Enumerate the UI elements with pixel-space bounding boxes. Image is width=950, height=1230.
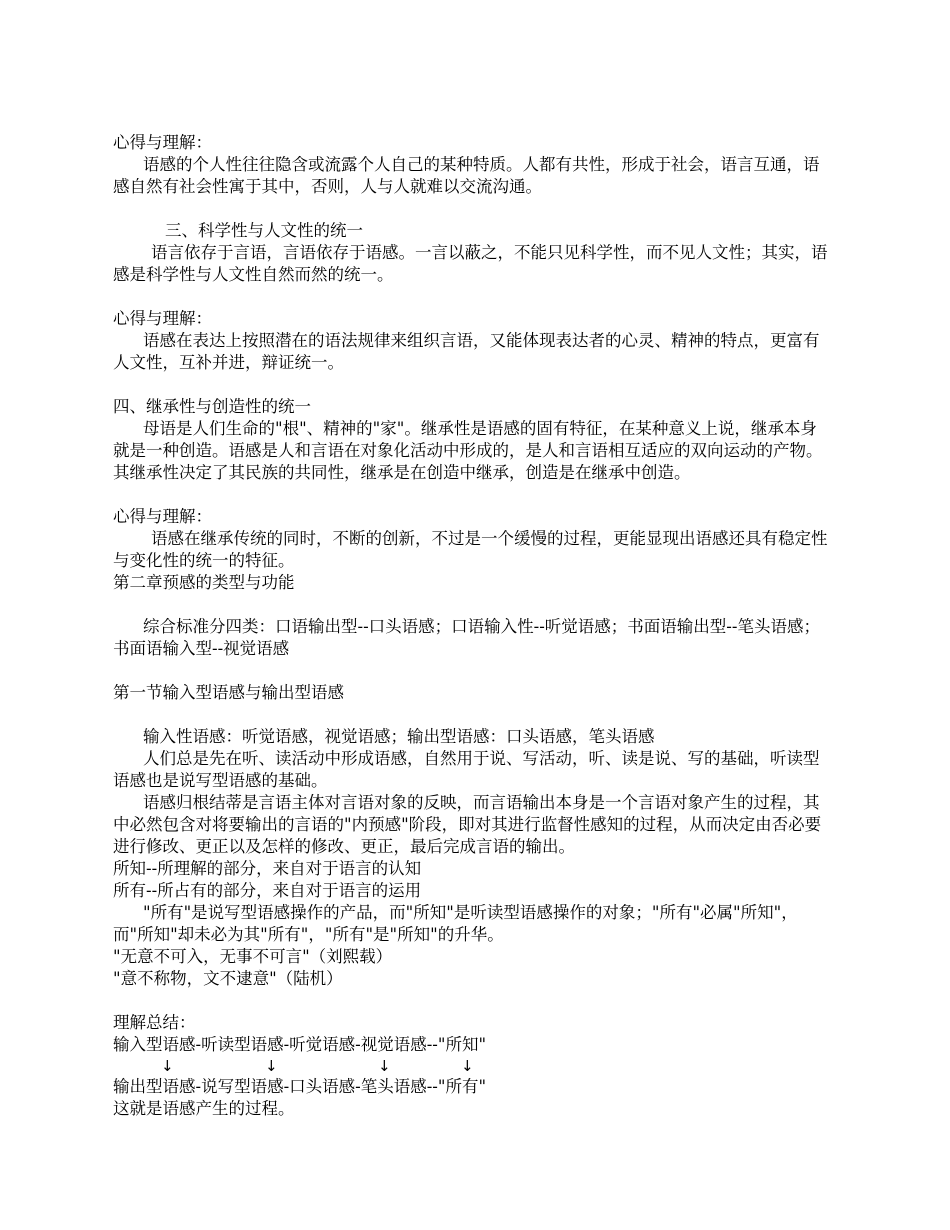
heading-reflection-3: 心得与理解：	[113, 507, 212, 526]
heading-reflection-1: 心得与理解：	[113, 133, 212, 152]
paragraph-suoyou-suozhi: "所有"是说写型语感操作的产品，而"所知"是听读型语感操作的对象；"所有"必属"所知"，而"所知"却未必为其"所有"，"所有"是"所知"的升华。	[113, 903, 798, 944]
quote-liu-xizai: "无意不可入，无事不可言"（刘熙载）	[113, 947, 393, 966]
paragraph-science-humanity: 语言依存于言语，言语依存于语感。一言以蔽之，不能只见科学性，而不见人文性；其实，语感是科学性与人文性自然而然的统一。	[113, 243, 828, 284]
closing-sentence: 这就是语感产生的过程。	[113, 1099, 295, 1118]
flow-arrows	[113, 1056, 833, 1076]
chapter-heading-2: 第二章预感的类型与功能	[113, 573, 295, 592]
spacer	[113, 704, 833, 726]
paragraph-expression: 语感在表达上按照潜在的语法规律来组织言语，又能体现表达者的心灵、精神的特点，更富有人文性，互补并进，辩证统一。	[113, 331, 820, 372]
heading-reflection-2: 心得与理解：	[113, 309, 212, 328]
definition-suozhi: 所知--所理解的部分，来自对于语言的认知	[113, 859, 422, 878]
section-heading-1: 第一节输入型语感与输出型语感	[113, 683, 344, 702]
down-arrow-icon: ↓	[161, 1057, 174, 1075]
spacer	[113, 198, 833, 220]
paragraph-innovation: 语感在继承传统的同时，不断的创新，不过是一个缓慢的过程，更能显现出语感还具有稳定性与变化性的统一的特征。	[113, 529, 828, 570]
spacer	[113, 374, 833, 396]
section-heading-4: 四、继承性与创造性的统一	[113, 397, 311, 416]
paragraph-four-types: 综合标准分四类：口语输出型--口头语感；口语输入性--听觉语感；书面语输出型--笔头语感；书面语输入型--视觉语感	[113, 617, 820, 658]
paragraph-individuality: 语感的个人性往往隐含或流露个人自己的某种特质。人都有共性，形成于社会，语言互通，语感自然有社会性寓于其中，否则，人与人就难以交流沟通。	[113, 155, 820, 196]
flow-input-row: 输入型语感-听读型语感-听觉语感-视觉语感--"所知"	[113, 1035, 487, 1054]
spacer	[113, 286, 833, 308]
paragraph-input-output: 输入性语感：听觉语感，视觉语感；输出型语感：口头语感，笔头语感	[143, 727, 655, 746]
flow-output-row: 输出型语感-说写型语感-口头语感-笔头语感--"所有"	[113, 1077, 487, 1096]
paragraph-inheritance: 母语是人们生命的"根"、精神的"家"。继承性是语感的固有特征，在某种意义上说，继承本身就是一种创造。语感是人和言语在对象化活动中形成的，是人和言语相互适应的双向运动的产物。其继承性决定了其民族的共同性，继承是在创造中继承，创造是在继承中创造。	[113, 419, 823, 482]
spacer	[113, 594, 833, 616]
paragraph-listening-reading: 人们总是先在听、读活动中形成语感，自然用于说、写活动，听、读是说、写的基础，听读型语感也是说写型语感的基础。	[113, 749, 820, 790]
down-arrow-icon: ↓	[265, 1057, 278, 1075]
spacer	[113, 990, 833, 1012]
definition-suoyou: 所有--所占有的部分，来自对于语言的运用	[113, 881, 422, 900]
spacer	[113, 484, 833, 506]
quote-lu-ji: "意不称物，文不逮意"（陆机）	[113, 969, 343, 988]
document-body	[113, 132, 833, 1120]
spacer	[113, 660, 833, 682]
down-arrow-icon: ↓	[378, 1057, 391, 1075]
paragraph-reflection-process: 语感归根结蒂是言语主体对言语对象的反映，而言语输出本身是一个言语对象产生的过程，其中必然包含对将要输出的言语的"内预感"阶段，即对其进行监督性感知的过程，从而决定由否必要进行修改、更正以及怎样的修改、更正，最后完成言语的输出。	[113, 793, 822, 856]
section-heading-3: 三、科学性与人文性的统一	[165, 221, 363, 240]
down-arrow-icon: ↓	[461, 1057, 474, 1075]
summary-heading: 理解总结：	[113, 1013, 196, 1032]
